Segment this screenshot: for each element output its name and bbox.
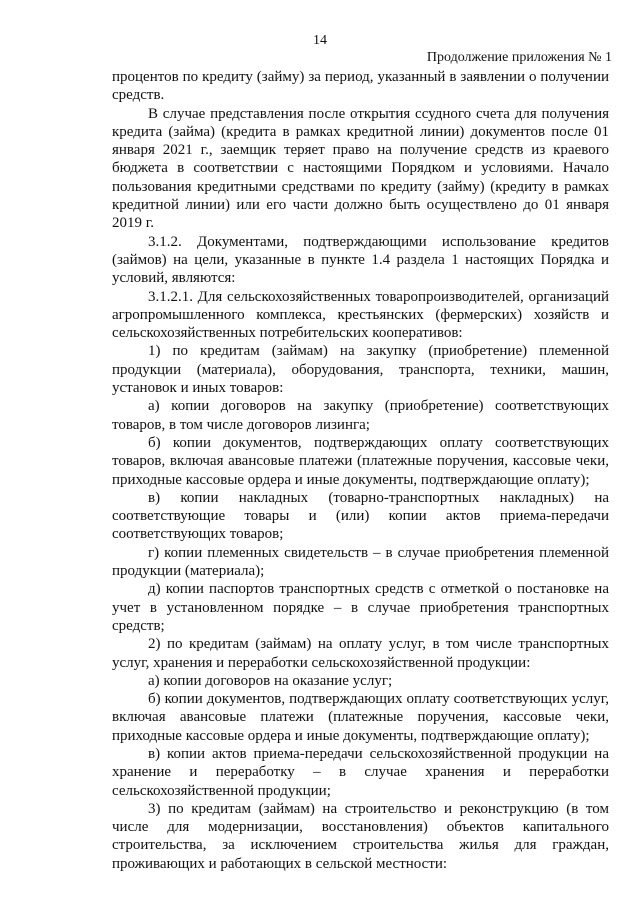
paragraph: 3.1.2. Документами, подтверждающими использование кредитов (займов) на цели, указанные в пункте 1.4 раздела 1 настоящих Порядка и условий, являются: xyxy=(112,233,609,287)
document-body xyxy=(112,68,609,873)
paragraph: в) копии актов приема-передачи сельскохозяйственной продукции на хранение и переработку – в случае хранения и переработки сельскохозяйственной продукции; xyxy=(112,745,609,799)
page-number: 14 xyxy=(313,33,327,48)
paragraph: 3) по кредитам (займам) на строительство и реконструкцию (в том числе для модернизации, восстановления) объектов капитального строительства, за исключением строительства жилья для граждан, проживающих и работающих в сельской местности: xyxy=(112,800,609,872)
paragraph: а) копии договоров на оказание услуг; xyxy=(148,672,393,689)
paragraph: процентов по кредиту (займу) за период, указанный в заявлении о получении средств. xyxy=(112,69,609,104)
paragraph: а) копии договоров на закупку (приобретение) соответствующих товаров, в том числе договоров лизинга; xyxy=(112,398,609,433)
paragraph: В случае представления после открытия ссудного счета для получения кредита (займа) (кредита в рамках кредитной линии) документов после 01 января 2021 г., заемщик теряет право на получение средств из краевого бюджета в соответствии с настоящими Порядком и условиями. Начало пользования кредитными средствами по кредиту (займу) (кредиту в рамках кредитной линии) или его части должно быть осуществлено до 01 января 2019 г. xyxy=(112,105,609,232)
paragraph: г) копии племенных свидетельств – в случае приобретения племенной продукции (материала); xyxy=(112,544,609,580)
continuation-label: Продолжение приложения № 1 xyxy=(426,50,612,65)
paragraph: б) копии документов, подтверждающих оплату соответствующих услуг, включая авансовые платежи (платежные поручения, кассовые чеки, приходные кассовые ордера и иные документы, подтверждающие оплату); xyxy=(112,691,609,744)
paragraph: б) копии документов, подтверждающих оплату соответствующих товаров, включая авансовые платежи (платежные поручения, кассовые чеки, приходные кассовые ордера и иные документы, подтверждающие оплату); xyxy=(112,434,609,488)
paragraph: 1) по кредитам (займам) на закупку (приобретение) племенной продукции (материала), оборудования, транспорта, техники, машин, установок и иных товаров: xyxy=(112,343,609,397)
paragraph: в) копии накладных (товарно-транспортных накладных) на соответствующие товары и (или) копии актов приема-передачи соответствующих товаров; xyxy=(112,489,609,543)
paragraph: 2) по кредитам (займам) на оплату услуг, в том числе транспортных услуг, хранения и переработки сельскохозяйственной продукции: xyxy=(112,636,609,671)
paragraph: д) копии паспортов транспортных средств с отметкой о постановке на учет в установленном порядке – в случае приобретения транспортных средств; xyxy=(112,581,609,634)
paragraph: 3.1.2.1. Для сельскохозяйственных товаропроизводителей, организаций агропромышленного комплекса, крестьянских (фермерских) хозяйств и сельскохозяйственных потребительских кооперативов: xyxy=(112,288,609,342)
